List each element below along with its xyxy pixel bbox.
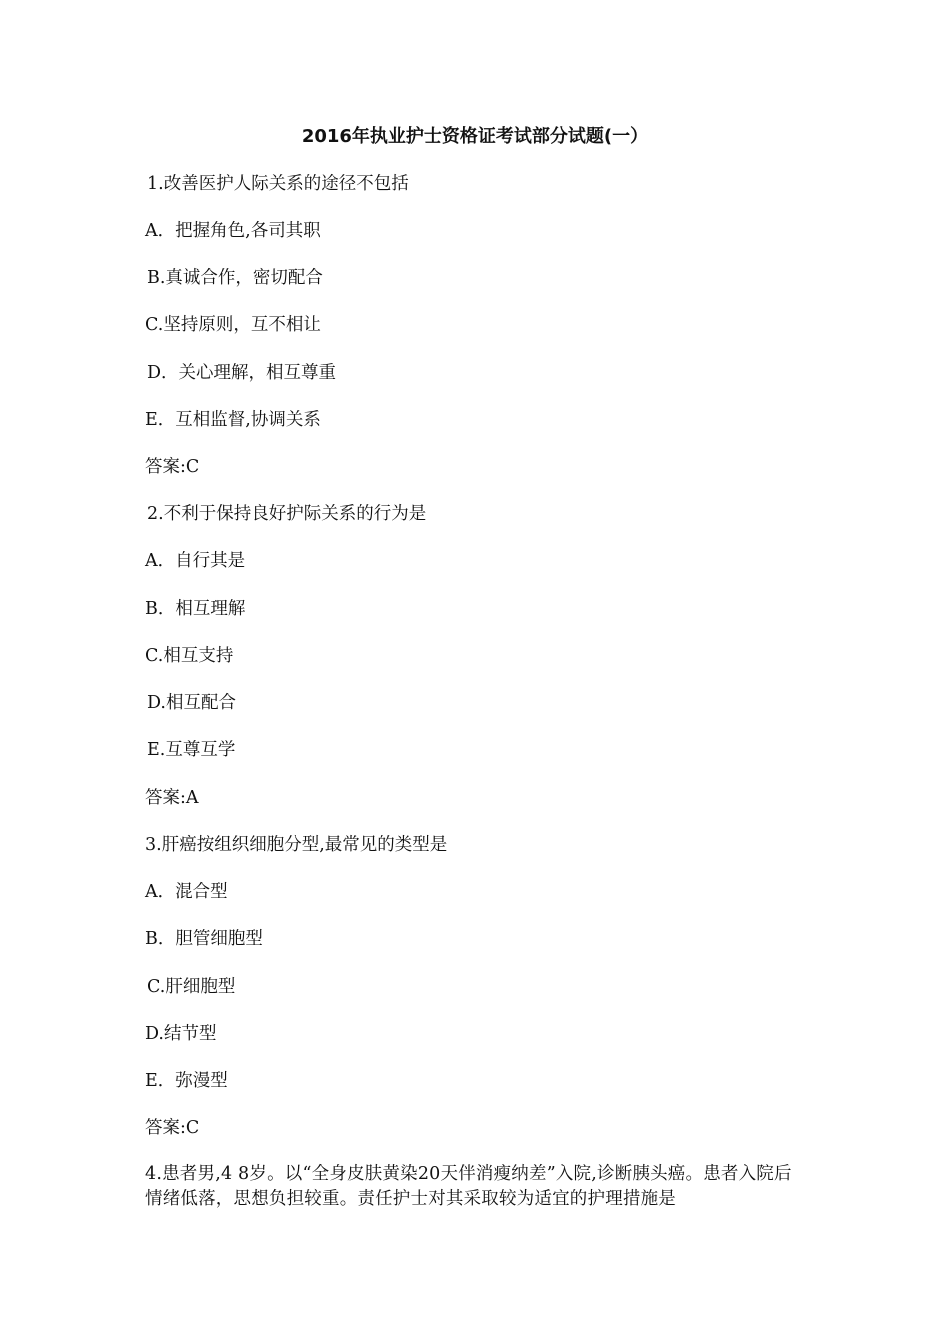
question-2-option-c: C.相互支持 (145, 646, 234, 666)
question-2-answer: 答案:A (145, 788, 199, 808)
question-2-option-d: D.相互配合 (147, 693, 236, 713)
question-3-option-c: C.肝细胞型 (147, 977, 236, 997)
question-1-option-d: D．关心理解，相互尊重 (147, 363, 337, 383)
question-2-option-b: B．相互理解 (145, 599, 246, 619)
question-1-option-e: E．互相监督,协调关系 (145, 410, 321, 430)
question-2-option-e: E.互尊互学 (147, 740, 236, 760)
question-1-option-c: C.坚持原则，互不相让 (145, 315, 321, 335)
question-4-stem: 4.患者男,4 8岁。以“全身皮肤黄染20天伴消瘦纳差”入院,诊断胰头癌。患者入院后情绪低落，思想负担较重。责任护士对其采取较为适宜的护理措施是 (145, 1164, 792, 1209)
question-1-option-a: A．把握角色,各司其职 (145, 221, 321, 241)
question-3-answer: 答案:C (145, 1118, 200, 1138)
question-2-option-a: A．自行其是 (145, 551, 246, 571)
question-1-stem: 1.改善医护人际关系的途径不包括 (147, 174, 409, 194)
question-1-answer: 答案:C (145, 457, 200, 477)
question-3-option-d: D.结节型 (145, 1024, 217, 1044)
question-1-option-b: B.真诚合作，密切配合 (147, 268, 323, 288)
document-title: 2016年执业护士资格证考试部分试题(一） (301, 126, 649, 147)
question-3-option-b: B．胆管细胞型 (145, 929, 263, 949)
question-3-option-a: A．混合型 (145, 882, 228, 902)
question-3-option-e: E．弥漫型 (145, 1071, 228, 1091)
question-2-stem: 2.不利于保持良好护际关系的行为是 (147, 504, 427, 524)
question-3-stem: 3.肝癌按组织细胞分型,最常见的类型是 (145, 835, 448, 855)
